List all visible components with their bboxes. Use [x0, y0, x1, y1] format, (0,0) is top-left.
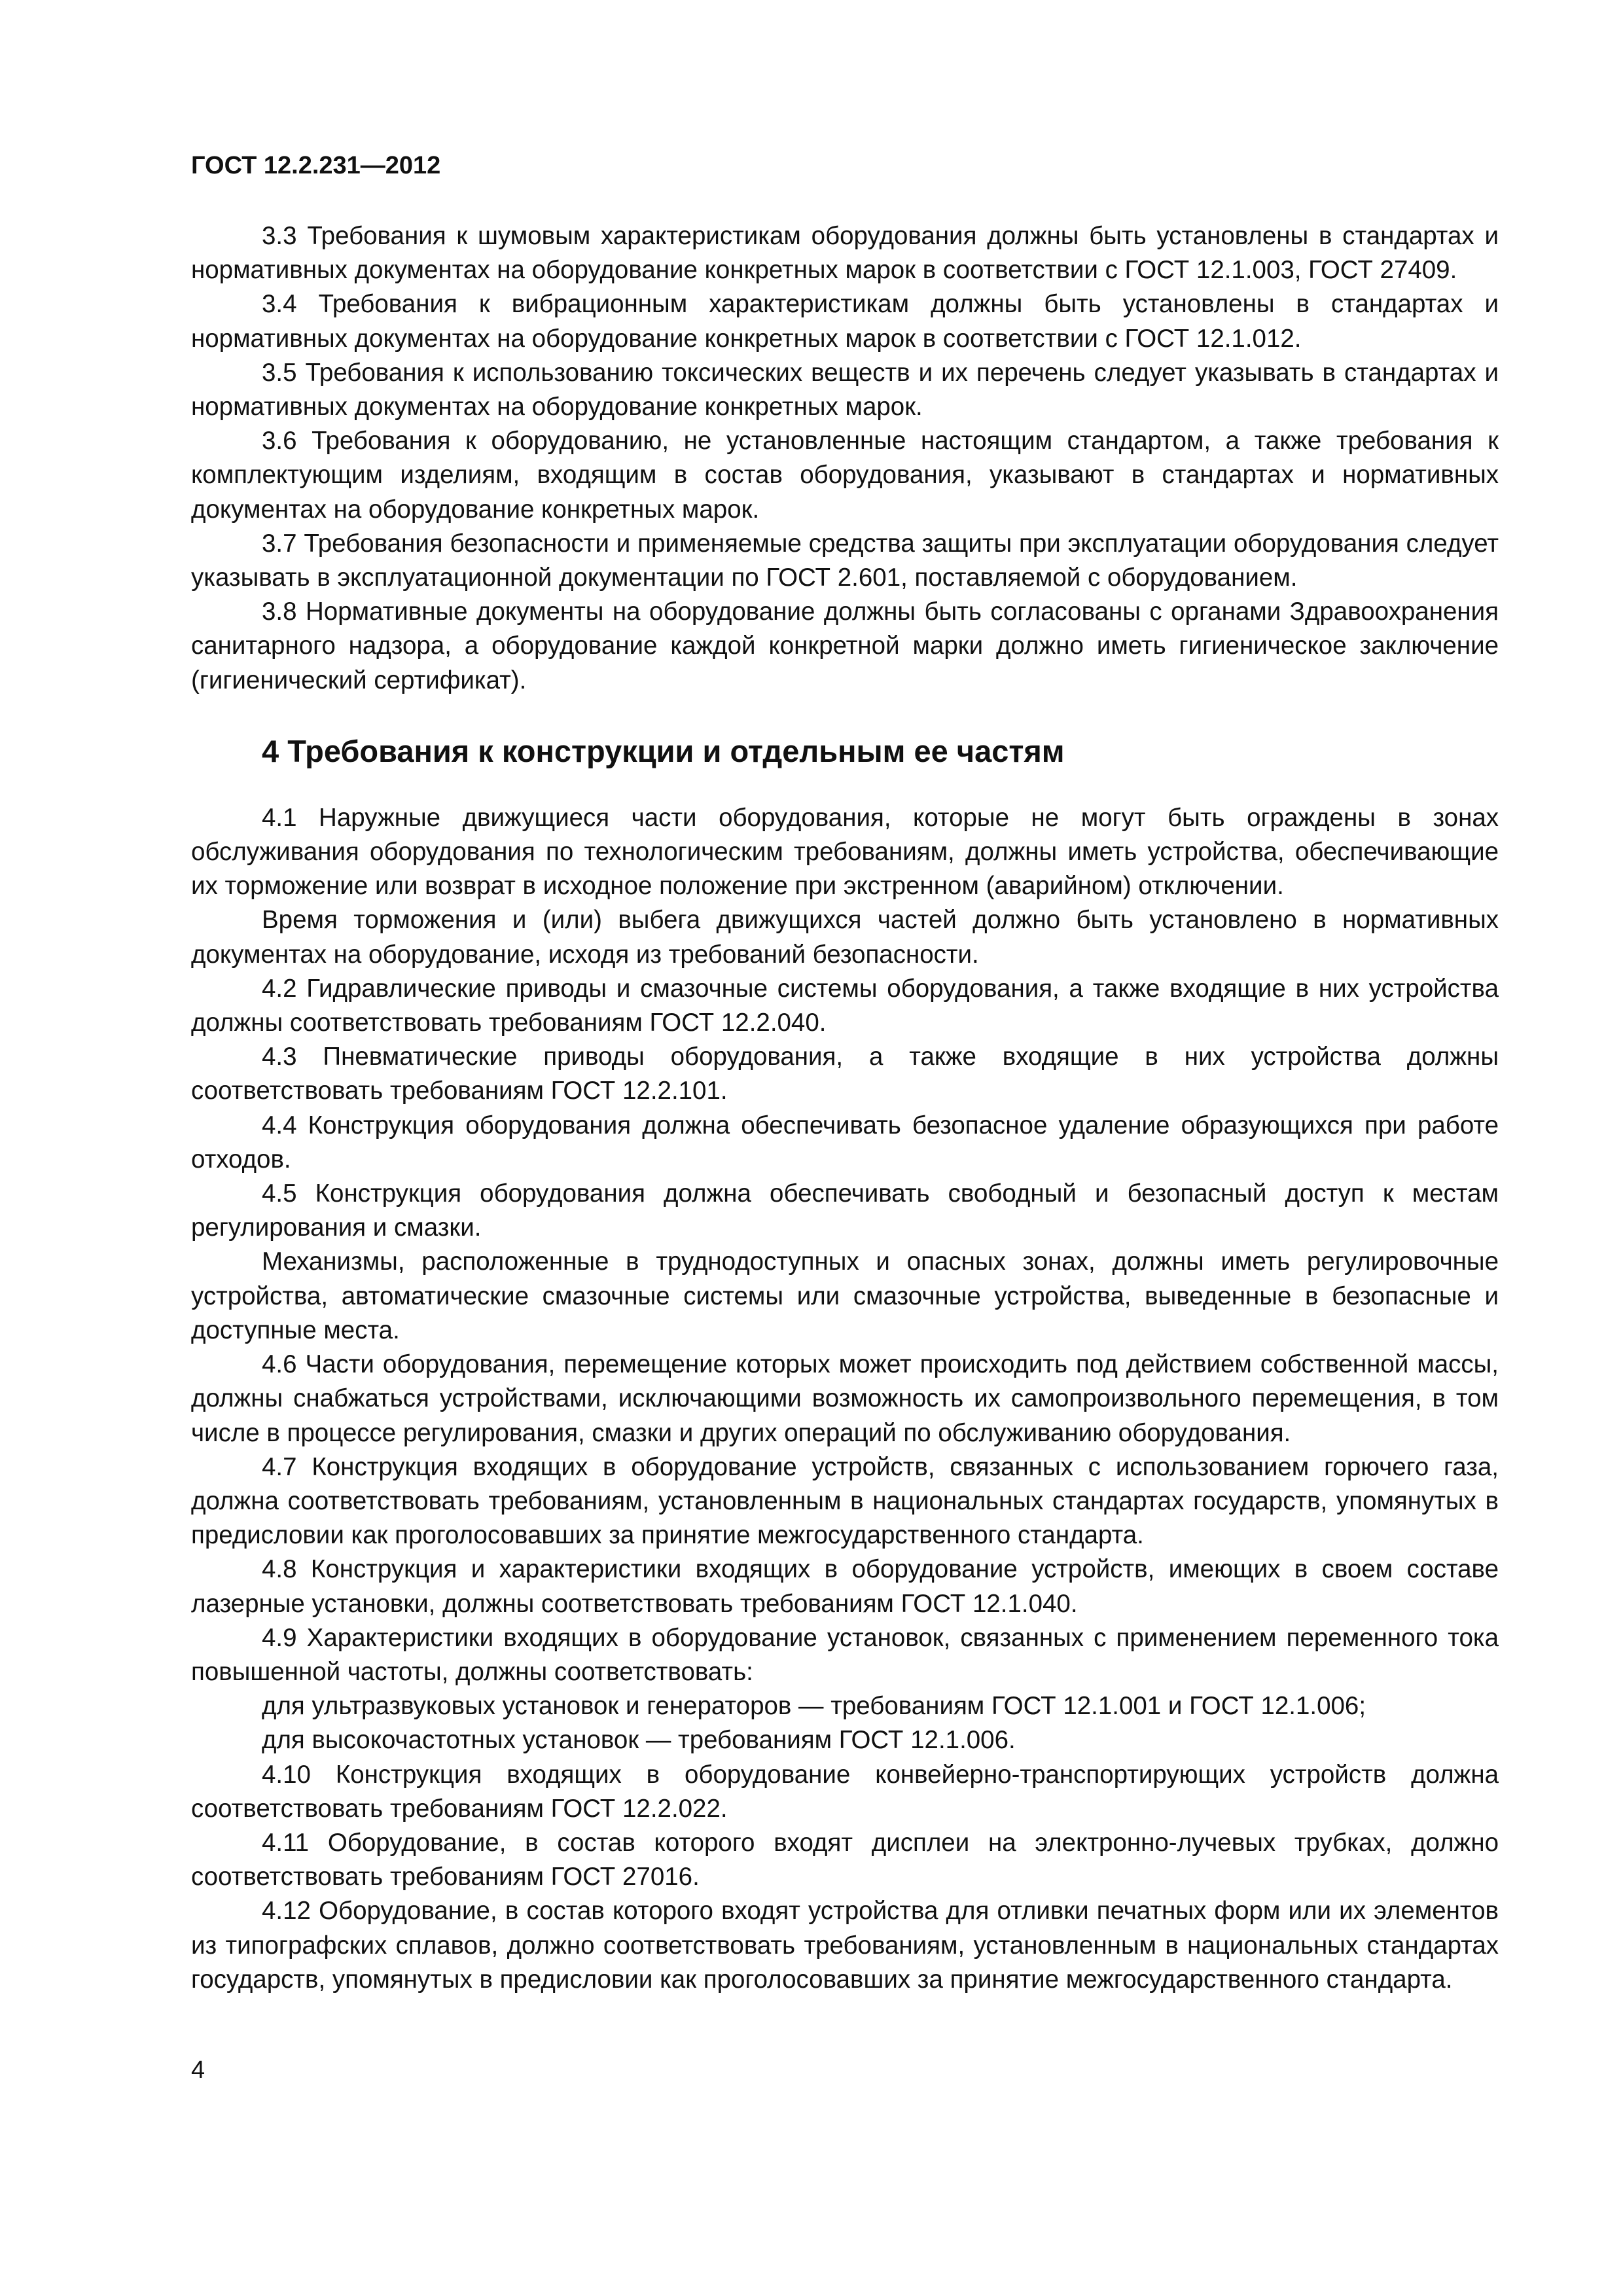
clause-3-7: 3.7 Требования безопасности и применяемые средства защиты при эксплуатации оборудования следует указывать в эксплуатационной документации по ГОСТ 2.601, поставляемой с оборудованием. [191, 529, 1499, 592]
document-body [191, 219, 1499, 1997]
clause-4-9: 4.9 Характеристики входящих в оборудование установок, связанных с применением переменного тока повышенной частоты, должны соответствовать: [191, 1623, 1499, 1686]
clause-4-1-note: Время торможения и (или) выбега движущихся частей должно быть установлено в нормативных документах на оборудование, исходя из требований безопасности. [191, 906, 1499, 969]
clause-4-1: 4.1 Наружные движущиеся части оборудования, которые не могут быть ограждены в зонах обслуживания оборудования по технологическим требованиям, должны иметь устройства, обеспечивающие их торможение или возврат в исходное положение при экстренном (аварийном) отключении. [191, 803, 1499, 901]
clause-4-12: 4.12 Оборудование, в состав которого входят устройства для отливки печатных форм или их элементов из типографских сплавов, должно соответствовать требованиям, установленным в национальных стандартах государств, упомянутых в предисловии как проголосовавших за принятие межгосударственного стандарта. [191, 1897, 1499, 1994]
clause-4-3: 4.3 Пневматические приводы оборудования, а также входящие в них устройства должны соответствовать требованиям ГОСТ 12.2.101. [191, 1043, 1499, 1105]
clause-3-6: 3.6 Требования к оборудованию, не установленные настоящим стандартом, а также требования к комплектующим изделиям, входящим в состав оборудования, указывают в стандартах и нормативных документах на оборудование конкретных марок. [191, 427, 1499, 524]
clause-4-5: 4.5 Конструкция оборудования должна обеспечивать свободный и безопасный доступ к местам регулирования и смазки. [191, 1179, 1499, 1242]
clause-4-9-list-item: для ультразвуковых установок и генераторов — требованиям ГОСТ 12.1.001 и ГОСТ 12.1.006; [262, 1692, 1366, 1721]
clause-4-8: 4.8 Конструкция и характеристики входящих в оборудование устройств, имеющих в своем составе лазерные установки, должны соответствовать требованиям ГОСТ 12.1.040. [191, 1555, 1499, 1618]
clause-3-3: 3.3 Требования к шумовым характеристикам оборудования должны быть установлены в стандартах и нормативных документах на оборудование конкретных марок в соответствии с ГОСТ 12.1.003, ГОСТ 27409. [191, 222, 1499, 285]
clause-4-2: 4.2 Гидравлические приводы и смазочные системы оборудования, а также входящие в них устройства должны соответствовать требованиям ГОСТ 12.2.040. [191, 974, 1499, 1037]
document-id-header: ГОСТ 12.2.231—2012 [191, 152, 441, 179]
clause-4-10: 4.10 Конструкция входящих в оборудование конвейерно-транспортирующих устройств должна соответствовать требованиям ГОСТ 12.2.022. [191, 1760, 1499, 1823]
clause-4-11: 4.11 Оборудование, в состав которого входят дисплеи на электронно-лучевых трубках, должно соответствовать требованиям ГОСТ 27016. [191, 1828, 1499, 1892]
page-number: 4 [191, 2056, 205, 2084]
clause-4-4: 4.4 Конструкция оборудования должна обеспечивать безопасное удаление образующихся при работе отходов. [191, 1111, 1499, 1174]
clause-4-5-note: Механизмы, расположенные в труднодоступных и опасных зонах, должны иметь регулировочные устройства, автоматические смазочные системы или смазочные устройства, выведенные в безопасные и доступные места. [191, 1247, 1499, 1344]
clause-3-8: 3.8 Нормативные документы на оборудование должны быть согласованы с органами Здравоохранения санитарного надзора, а оборудование каждой конкретной марки должно иметь гигиеническое заключение (гигиенический сертификат). [191, 598, 1499, 694]
clause-4-6: 4.6 Части оборудования, перемещение которых может происходить под действием собственной массы, должны снабжаться устройствами, исключающими возможность их самопроизвольного перемещения, в том числе в процессе регулирования, смазки и других операций по обслуживанию оборудования. [191, 1350, 1499, 1447]
clause-3-4: 3.4 Требования к вибрационным характеристикам должны быть установлены в стандартах и нормативных документах на оборудование конкретных марок в соответствии с ГОСТ 12.1.012. [191, 290, 1499, 353]
clause-4-9-list-item: для высокочастотных установок — требованиям ГОСТ 12.1.006. [262, 1726, 1016, 1755]
clause-4-7: 4.7 Конструкция входящих в оборудование устройств, связанных с использованием горючего газа, должна соответствовать требованиям, установленным в национальных стандартах государств, упомянутых в предисловии как проголосовавших за принятие межгосударственного стандарта. [191, 1452, 1499, 1550]
section-4-title: 4 Требования к конструкции и отдельным ее частям [262, 733, 1065, 768]
clause-3-5: 3.5 Требования к использованию токсических веществ и их перечень следует указывать в стандартах и нормативных документах на оборудование конкретных марок. [191, 358, 1499, 422]
